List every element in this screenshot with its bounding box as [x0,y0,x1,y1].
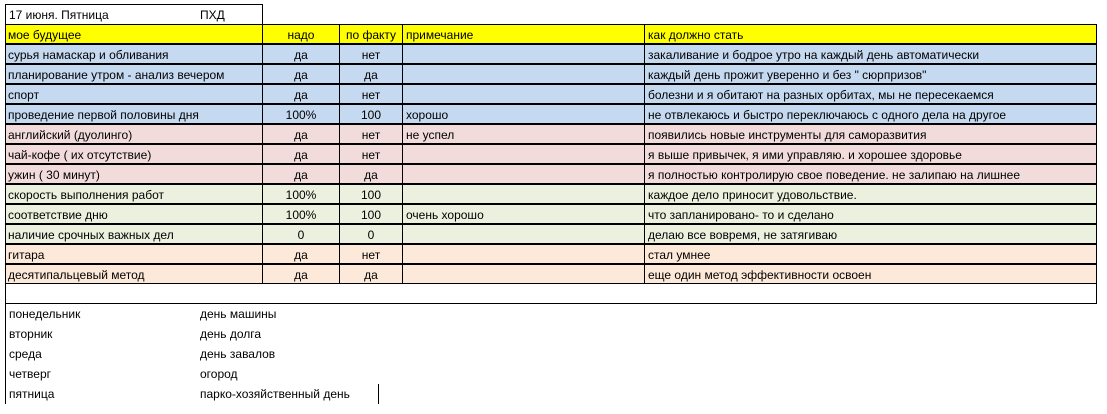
need-cell[interactable]: да [263,264,340,284]
table-row [5,44,1097,64]
habit-cell[interactable]: гитара [5,244,263,264]
target-cell[interactable]: каждый день прожит уверенно и без " сюрпризов" [645,64,1097,84]
need-cell[interactable]: да [263,84,340,104]
note-cell[interactable]: не успел [403,124,645,144]
header-future[interactable]: мое будущее [5,24,263,44]
table-row [5,244,1097,264]
fact-cell[interactable]: 0 [340,224,403,244]
note-cell[interactable] [403,64,645,84]
week-row[interactable] [5,324,379,344]
need-cell[interactable]: да [263,164,340,184]
target-cell[interactable]: стал умнее [645,244,1097,264]
column-header-row [5,24,1097,44]
target-cell[interactable]: болезни и я обитают на разных орбитах, мы не пересекаемся [645,84,1097,104]
target-cell[interactable]: я выше привычек, я ими управляю. и хорошее здоровье [645,144,1097,164]
habit-cell[interactable]: чай-кофе ( их отсутствие) [5,144,263,164]
fact-cell[interactable]: да [340,264,403,284]
date-header[interactable] [5,4,263,24]
fact-cell[interactable]: нет [340,44,403,64]
fact-cell[interactable]: нет [340,244,403,264]
week-desc: огород [200,367,238,381]
table-row [5,204,1097,224]
fact-cell[interactable]: нет [340,84,403,104]
week-row[interactable] [5,364,379,384]
need-cell[interactable]: да [263,244,340,264]
week-desc: парко-хозяйственный день [200,387,350,401]
header-need[interactable]: надо [263,24,340,44]
fact-cell[interactable]: 100 [340,184,403,204]
target-cell[interactable]: что запланировано- то и сделано [645,204,1097,224]
target-cell[interactable]: я полностью контролирую свое поведение. не залипаю на лишнее [645,164,1097,184]
habit-cell[interactable]: десятипальцевый метод [5,264,263,284]
habit-cell[interactable]: спорт [5,84,263,104]
fact-cell[interactable]: 100 [340,104,403,124]
table-row [5,64,1097,84]
fact-cell[interactable]: нет [340,144,403,164]
table-row [5,164,1097,184]
habit-cell[interactable]: соответствие дню [5,204,263,224]
table-row [5,184,1097,204]
week-row[interactable] [5,344,379,364]
habit-cell[interactable]: планирование утром - анализ вечером [5,64,263,84]
table-row [5,264,1097,284]
need-cell[interactable]: 0 [263,224,340,244]
table-row [5,124,1097,144]
need-cell[interactable]: 100% [263,184,340,204]
table-row [5,224,1097,244]
need-cell[interactable]: да [263,124,340,144]
note-cell[interactable] [403,164,645,184]
habit-cell[interactable]: английский (дуолинго) [5,124,263,144]
header-note[interactable]: примечание [403,24,645,44]
tag-cell[interactable]: ПХД [200,8,225,22]
week-day: среда [9,347,42,361]
note-cell[interactable]: хорошо [403,104,645,124]
week-row[interactable] [5,304,379,324]
week-desc: день завалов [200,347,276,361]
note-cell[interactable]: очень хорошо [403,204,645,224]
need-cell[interactable]: да [263,144,340,164]
spacer-row[interactable] [5,284,1097,304]
fact-cell[interactable]: нет [340,124,403,144]
note-cell[interactable] [403,84,645,104]
week-day: четверг [9,367,51,381]
target-cell[interactable]: каждое дело приносит удовольствие. [645,184,1097,204]
habit-cell[interactable]: наличие срочных важных дел [5,224,263,244]
table-row [5,84,1097,104]
note-cell[interactable] [403,184,645,204]
need-cell[interactable]: 100% [263,204,340,224]
habit-cell[interactable]: ужин ( 30 минут) [5,164,263,184]
fact-cell[interactable]: да [340,164,403,184]
target-cell[interactable]: закаливание и бодрое утро на каждый день автоматически [645,44,1097,64]
fact-cell[interactable]: да [340,64,403,84]
table-row [5,144,1097,164]
note-cell[interactable] [403,224,645,244]
need-cell[interactable]: да [263,64,340,84]
target-cell[interactable]: появились новые инструменты для саморазвития [645,124,1097,144]
note-cell[interactable] [403,244,645,264]
fact-cell[interactable]: 100 [340,204,403,224]
date-cell[interactable]: 17 июня. Пятница [9,8,109,22]
week-day: пятница [9,387,55,401]
week-desc: день машины [200,307,277,321]
week-desc: день долга [200,327,262,341]
table-row [5,104,1097,124]
note-cell[interactable] [403,144,645,164]
habit-cell[interactable]: скорость выполнения работ [5,184,263,204]
target-cell[interactable]: делаю все вовремя, не затягиваю [645,224,1097,244]
note-cell[interactable] [403,44,645,64]
week-row[interactable] [5,384,379,404]
week-day: понедельник [9,307,81,321]
need-cell[interactable]: да [263,44,340,64]
header-fact[interactable]: по факту [340,24,403,44]
target-cell[interactable]: еще один метод эффективности освоен [645,264,1097,284]
note-cell[interactable] [403,264,645,284]
header-target[interactable]: как должно стать [645,24,1097,44]
week-day: вторник [9,327,53,341]
habit-cell[interactable]: проведение первой половины дня [5,104,263,124]
habit-cell[interactable]: сурья намаскар и обливания [5,44,263,64]
need-cell[interactable]: 100% [263,104,340,124]
target-cell[interactable]: не отвлекаюсь и быстро переключаюсь с одного дела на другое [645,104,1097,124]
